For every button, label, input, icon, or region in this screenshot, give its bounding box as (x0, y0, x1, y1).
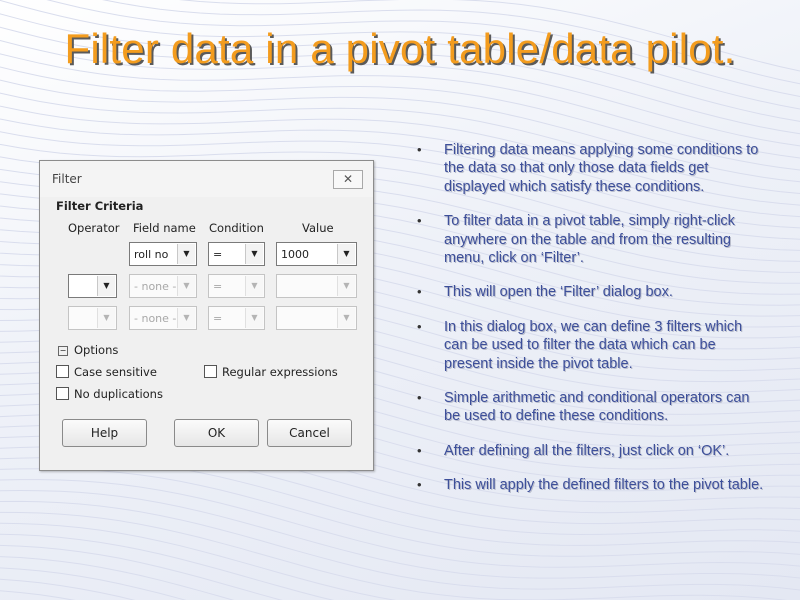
regular-expressions-checkbox[interactable] (204, 365, 338, 379)
bullet-text: After defining all the filters, just click on ‘OK’. (444, 442, 730, 459)
value-combo-1[interactable] (276, 242, 357, 266)
filter-criteria-heading: Filter Criteria (56, 199, 144, 213)
chevron-down-icon: ▼ (97, 308, 115, 328)
field-name-value-3: - none - (134, 312, 177, 325)
chevron-down-icon: ▼ (337, 244, 355, 264)
background-wave-line (0, 501, 800, 592)
bullet-text: In this dialog box, we can define 3 filters which can be used to filter the data which can be present inside the pivot table. (444, 318, 743, 372)
bullet-item (414, 389, 764, 426)
checkbox-box (56, 387, 69, 400)
chevron-down-icon: ▼ (97, 276, 115, 296)
dialog-title: Filter (52, 172, 82, 186)
close-button[interactable] (333, 170, 363, 189)
bullet-item (414, 476, 764, 494)
case-sensitive-label: Case sensitive (74, 365, 157, 379)
bullet-glyph: • (417, 213, 422, 229)
condition-value-3: = (213, 312, 223, 325)
chevron-down-icon: ▼ (177, 276, 195, 296)
bullet-item (414, 318, 764, 373)
background-wave-line (0, 590, 800, 600)
slide-title: Filter data in a pivot table/data pilot. (64, 25, 736, 72)
bullet-text: This will apply the defined filters to the pivot table. (444, 477, 764, 494)
condition-column-header: Condition (209, 221, 264, 235)
bullet-glyph: • (417, 442, 422, 458)
no-duplications-checkbox[interactable] (56, 387, 163, 401)
bullet-text: Filtering data means applying some conditions to the data so that only those data fields get displayed which satisfy these conditions. (444, 142, 759, 195)
bullet-glyph: • (417, 318, 422, 334)
field-name-select-1[interactable] (129, 242, 197, 266)
background-wave-line (0, 545, 800, 600)
condition-select-2[interactable] (208, 274, 265, 298)
value-combo-3[interactable] (276, 306, 357, 330)
close-icon: ✕ (342, 172, 354, 186)
field-name-select-3[interactable] (129, 306, 197, 330)
filter-dialog (39, 160, 374, 471)
ok-button[interactable]: OK (174, 419, 259, 447)
chevron-down-icon: ▼ (245, 244, 263, 264)
collapse-icon: − (59, 346, 67, 355)
bullet-item (414, 283, 764, 301)
options-expander[interactable] (58, 343, 118, 357)
bullet-item (414, 212, 764, 267)
regular-expressions-label: Regular expressions (222, 365, 338, 379)
bullet-item (414, 141, 764, 196)
condition-value-1: = (213, 248, 223, 261)
bullet-text: To filter data in a pivot table, simply right-click anywhere on the table and from the resulting menu, click on ‘Filter’. (444, 213, 735, 267)
bullet-glyph: • (417, 390, 422, 406)
field-name-column-header: Field name (133, 221, 196, 235)
condition-select-1[interactable] (208, 242, 265, 266)
chevron-down-icon: ▼ (245, 308, 263, 328)
field-name-value-1: roll no (134, 248, 169, 261)
bullet-glyph: • (417, 284, 422, 300)
bullet-item (414, 442, 764, 460)
field-name-select-2[interactable] (129, 274, 197, 298)
operator-select-2[interactable] (68, 274, 117, 298)
bullet-glyph: • (417, 142, 422, 157)
background-wave-line (0, 512, 800, 600)
checkbox-box (204, 365, 217, 378)
condition-select-3[interactable] (208, 306, 265, 330)
checkbox-box (56, 365, 69, 378)
no-duplications-label: No duplications (74, 387, 163, 401)
chevron-down-icon: ▼ (245, 276, 263, 296)
bullet-glyph: • (417, 477, 422, 493)
value-combo-2[interactable] (276, 274, 357, 298)
help-button[interactable]: Help (62, 419, 147, 447)
operator-column-header: Operator (68, 221, 120, 235)
background-wave-line (0, 556, 800, 600)
dialog-titlebar (40, 161, 373, 197)
chevron-down-icon: ▼ (337, 276, 355, 296)
chevron-down-icon: ▼ (177, 244, 195, 264)
case-sensitive-checkbox[interactable] (56, 365, 157, 379)
chevron-down-icon: ▼ (177, 308, 195, 328)
field-name-value-2: - none - (134, 280, 177, 293)
condition-value-2: = (213, 280, 223, 293)
operator-select-3[interactable] (68, 306, 117, 330)
background-wave-line (0, 534, 800, 600)
bullet-text: This will open the ‘Filter’ dialog box. (444, 284, 673, 301)
cancel-button[interactable]: Cancel (267, 419, 352, 447)
bullet-list (414, 141, 764, 511)
value-text-1: 1000 (281, 248, 309, 261)
value-column-header: Value (302, 221, 334, 235)
bullet-text: Simple arithmetic and conditional operators can be used to define these conditions. (444, 390, 750, 425)
options-label: Options (74, 343, 119, 357)
chevron-down-icon: ▼ (337, 308, 355, 328)
